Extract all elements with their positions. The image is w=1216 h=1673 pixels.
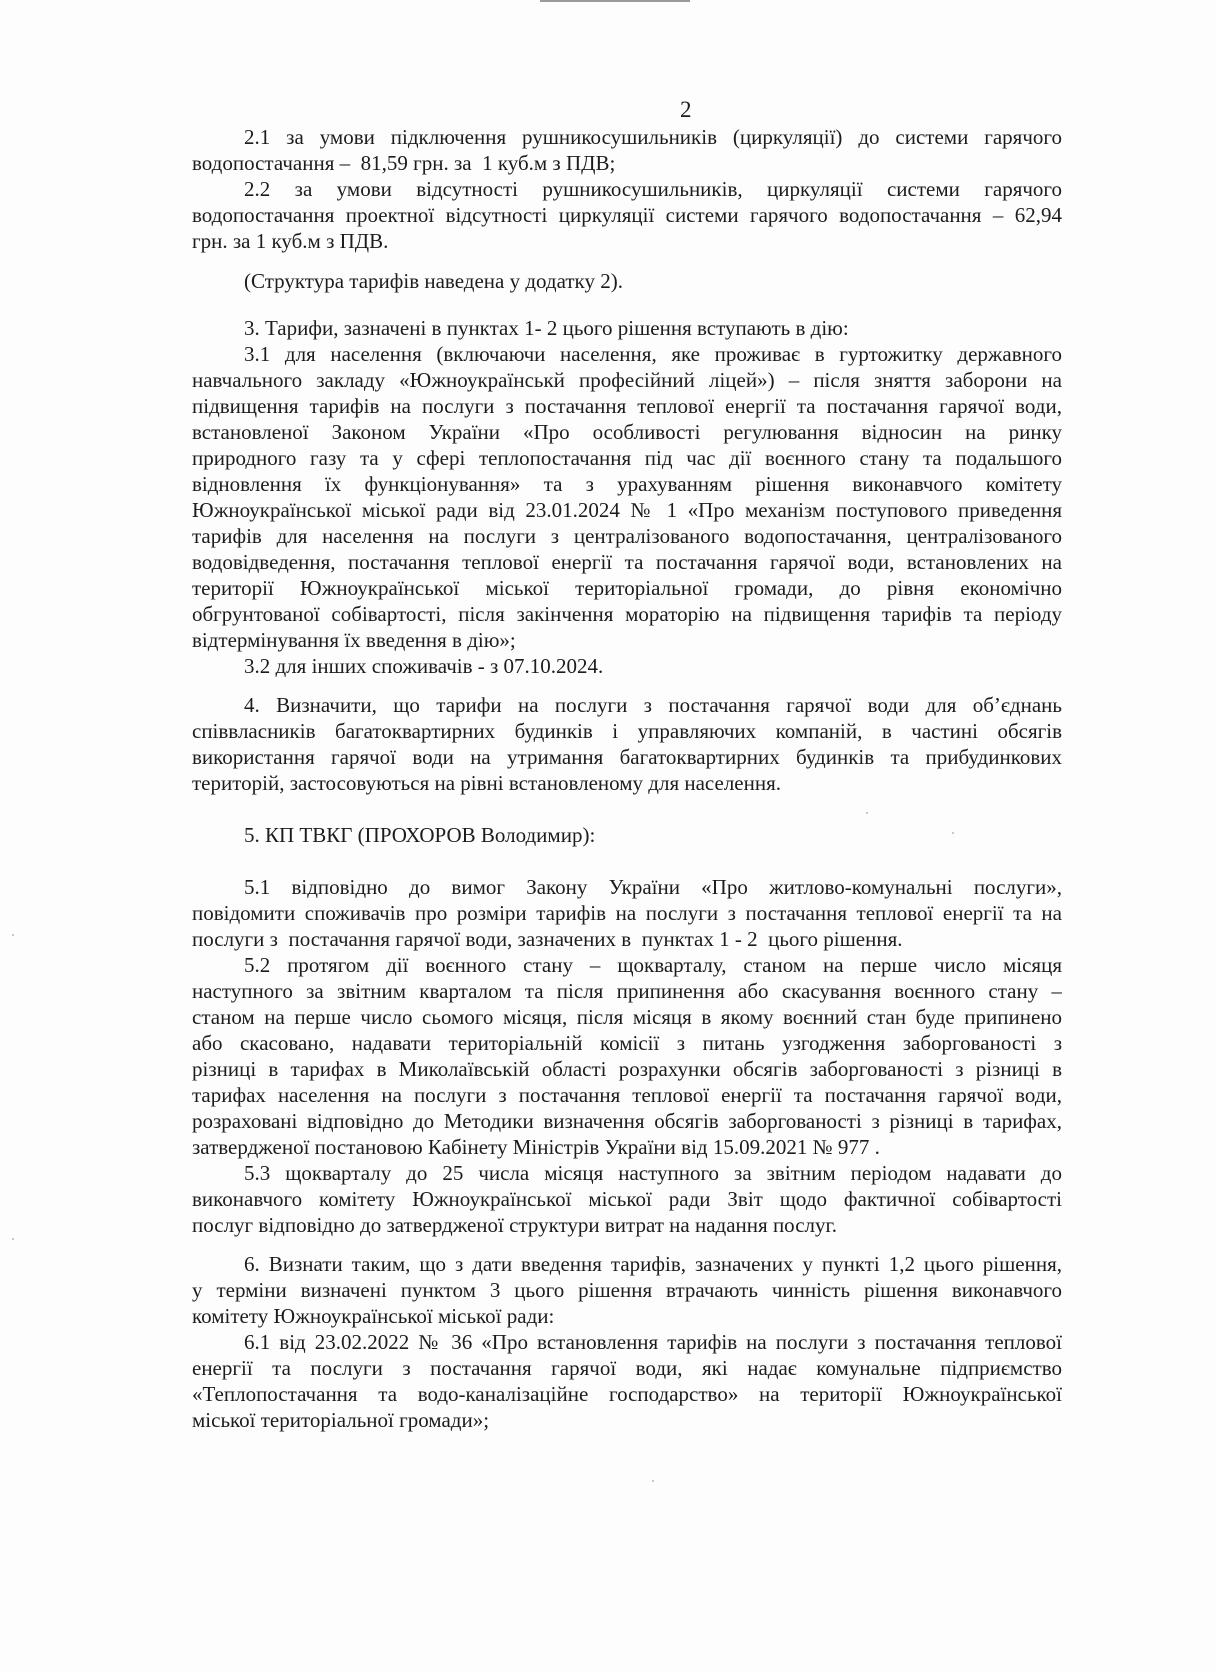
text-line: відтермінування їх введення в дію»; bbox=[192, 628, 516, 652]
text-line: 5.2 протягом дії воєнного стану – щокварталу, станом на перше число місяця bbox=[244, 953, 1062, 977]
text-line: у терміни визначені пунктом 3 цього рішення втрачають чинність рішення виконавчого bbox=[192, 1278, 1062, 1302]
text-line: території Южноукраїнської міської територіальної громади, до рівня економічно bbox=[192, 576, 1062, 600]
text-line: послуги з постачання гарячої води, зазначених в пунктах 1 - 2 цього рішення. bbox=[192, 927, 903, 951]
text-line: тарифах населення на послуги з постачання теплової енергії та постачання гарячої води, bbox=[192, 1083, 1062, 1107]
scan-speck bbox=[12, 1238, 14, 1240]
text-line: співвласників багатоквартирних будинків і управляючих компаній, в частині обсягів bbox=[192, 719, 1062, 743]
text-line: відновлення їх функціонування» та з урахуванням рішення виконавчого комітету bbox=[192, 472, 1062, 496]
text-line: різниці в тарифах в Миколаївській області розрахунки обсягів заборгованості з різниці в bbox=[192, 1057, 1062, 1081]
text-line: 2.1 за умови підключення рушникосушильників (циркуляції) до системи гарячого bbox=[244, 125, 1062, 149]
text-line: станом на перше число сьомого місяця, після місяця в якому воєнний стан буде припинено bbox=[192, 1005, 1062, 1029]
text-line: (Структура тарифів наведена у додатку 2). bbox=[244, 269, 623, 293]
text-line: 3.2 для інших споживачів - з 07.10.2024. bbox=[244, 654, 604, 678]
text-line: використання гарячої води на утримання багатоквартирних будинків та прибудинкових bbox=[192, 745, 1062, 769]
page-number: 2 bbox=[680, 97, 692, 122]
text-line: міської територіальної громади»; bbox=[192, 1408, 490, 1432]
scan-speck bbox=[12, 934, 14, 936]
scan-speck bbox=[952, 832, 954, 834]
text-line: 6. Визнати таким, що з дати введення тарифів, зазначених у пункті 1,2 цього рішення, bbox=[244, 1252, 1062, 1276]
text-line: 5.3 щокварталу до 25 числа місяця наступного за звітним періодом надавати до bbox=[244, 1161, 1062, 1185]
text-line: територій, застосовуються на рівні встановленому для населення. bbox=[192, 771, 782, 795]
text-line: природного газу та у сфері теплопостачання під час дії воєнного стану та подальшого bbox=[192, 446, 1062, 470]
scan-speck bbox=[652, 1480, 654, 1482]
text-line: енергії та послуги з постачання гарячої води, які надає комунальне підприємство bbox=[192, 1356, 1062, 1380]
text-line: 5. КП ТВКГ (ПРОХОРОВ Володимир): bbox=[244, 823, 596, 847]
text-line: повідомити споживачів про розміри тарифів на послуги з постачання теплової енергії та на bbox=[192, 901, 1062, 925]
text-line: «Теплопостачання та водо-каналізаційне господарство» на території Южноукраїнської bbox=[192, 1382, 1062, 1406]
text-line: 5.1 відповідно до вимог Закону України «Про житлово-комунальні послуги», bbox=[244, 875, 1062, 899]
text-line: водопостачання проектної відсутності циркуляції системи гарячого водопостачання – 62,94 bbox=[192, 203, 1062, 227]
text-line: або скасовано, надавати територіальній комісії з питань узгодження заборгованості з bbox=[192, 1031, 1062, 1055]
scan-speck bbox=[866, 812, 868, 814]
text-line: 4. Визначити, що тарифи на послуги з постачання гарячої води для об’єднань bbox=[244, 693, 1062, 717]
text-line: Южноукраїнської міської ради від 23.01.2024 № 1 «Про механізм поступового приведення bbox=[192, 498, 1062, 522]
text-line: 3.1 для населення (включаючи населення, яке проживає в гуртожитку державного bbox=[244, 342, 1062, 366]
text-line: послуг відповідно до затвердженої структури витрат на надання послуг. bbox=[192, 1213, 838, 1237]
text-line: 3. Тарифи, зазначені в пунктах 1- 2 цього рішення вступають в дію: bbox=[244, 316, 849, 340]
text-line: наступного за звітним кварталом та після припинення або скасування воєнного стану – bbox=[192, 979, 1062, 1003]
text-line: обгрунтованої собівартості, після закінчення мораторію на підвищення тарифів та періоду bbox=[192, 602, 1062, 626]
text-line: водопостачання – 81,59 грн. за 1 куб.м з ПДВ; bbox=[192, 151, 616, 175]
text-line: 6.1 від 23.02.2022 № 36 «Про встановлення тарифів на послуги з постачання теплової bbox=[244, 1330, 1062, 1354]
text-line: розраховані відповідно до Методики визначення обсягів заборгованості з різниці в тарифах, bbox=[192, 1109, 1062, 1133]
text-line: підвищення тарифів на послуги з постачання теплової енергії та постачання гарячої води, bbox=[192, 394, 1062, 418]
text-line: тарифів для населення на послуги з централізованого водопостачання, централізованого bbox=[192, 524, 1062, 548]
text-line: комітету Южноукраїнської міської ради: bbox=[192, 1304, 555, 1328]
text-line: навчального закладу «Южноукраїнськй професійний ліцей») – після зняття заборони на bbox=[192, 368, 1062, 392]
text-line: 2.2 за умови відсутності рушникосушильників, циркуляції системи гарячого bbox=[244, 177, 1062, 201]
text-line: виконавчого комітету Южноукраїнської міської ради Звіт щодо фактичної собівартості bbox=[192, 1187, 1062, 1211]
scan-top-edge bbox=[540, 0, 690, 2]
text-line: грн. за 1 куб.м з ПДВ. bbox=[192, 229, 389, 253]
text-line: водовідведення, постачання теплової енергії та постачання гарячої води, встановлених на bbox=[192, 550, 1062, 574]
text-line: встановленої Законом України «Про особливості регулювання відносин на ринку bbox=[192, 420, 1062, 444]
text-line: затвердженої постановою Кабінету Міністрів України від 15.09.2021 № 977 . bbox=[192, 1135, 880, 1159]
